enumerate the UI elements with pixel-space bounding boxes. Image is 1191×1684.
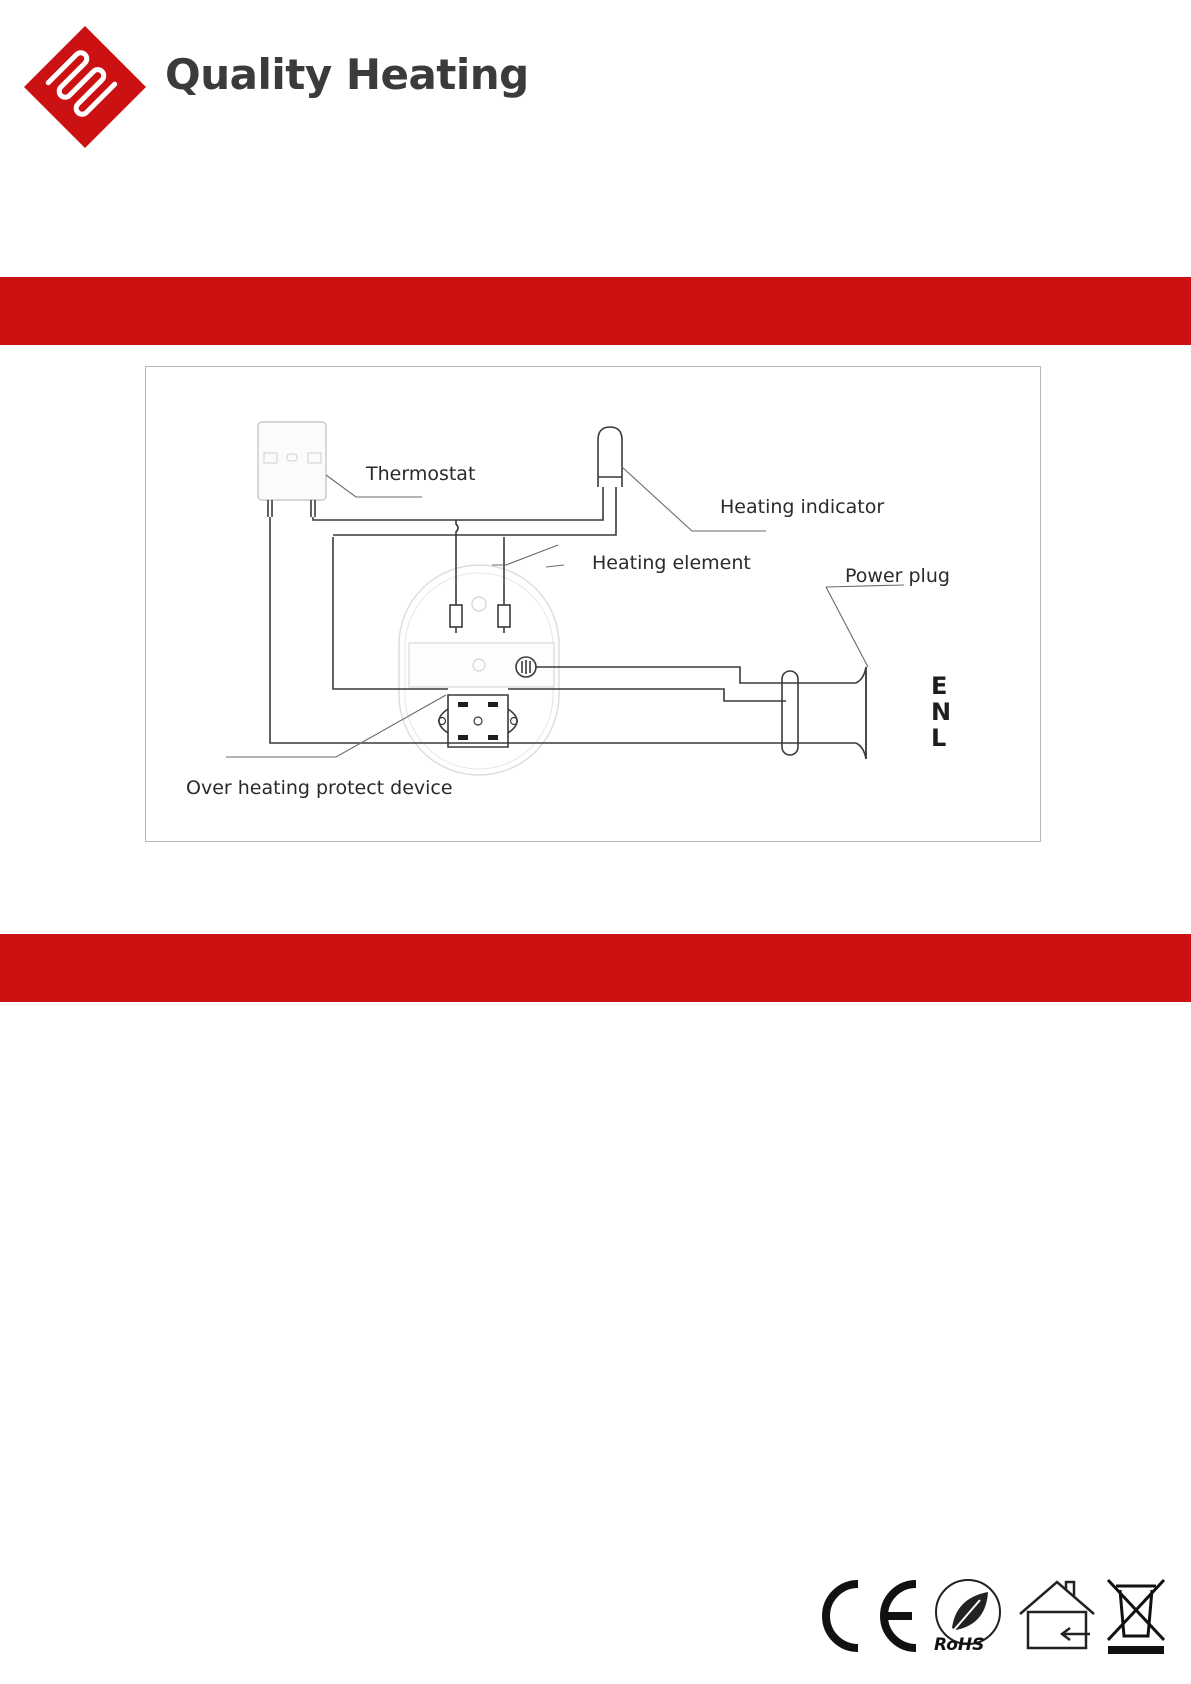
plug-pin-n: N xyxy=(931,698,952,726)
certification-marks xyxy=(820,1576,1170,1656)
wiring xyxy=(270,487,856,743)
label-thermostat: Thermostat xyxy=(366,463,476,485)
heating-indicator-component xyxy=(598,427,622,487)
over-heating-protect-device-component xyxy=(439,695,518,747)
quality-heating-logo-icon xyxy=(22,24,148,150)
label-heating-element: Heating element xyxy=(592,552,751,574)
thermostat-component xyxy=(258,422,326,517)
plug-pin-l: L xyxy=(931,724,947,752)
ce-mark-icon xyxy=(826,1584,916,1648)
weee-crossed-bin-icon xyxy=(1108,1580,1164,1654)
brand-name: Quality Heating xyxy=(165,50,529,99)
plug-pin-e: E xyxy=(931,672,948,700)
svg-text:RoHS: RoHS xyxy=(934,1635,985,1655)
indoor-use-house-icon xyxy=(1020,1582,1094,1648)
rohs-icon xyxy=(934,1580,1000,1655)
section-header-band-1 xyxy=(0,277,1191,345)
wiring-diagram-drawing xyxy=(146,367,1042,843)
section-header-band-2 xyxy=(0,934,1191,1002)
wiring-diagram xyxy=(145,366,1041,842)
label-power-plug: Power plug xyxy=(845,565,950,587)
label-over-heating-protect-device: Over heating protect device xyxy=(186,777,453,799)
label-heating-indicator: Heating indicator xyxy=(720,496,885,518)
power-plug-component xyxy=(782,667,866,759)
